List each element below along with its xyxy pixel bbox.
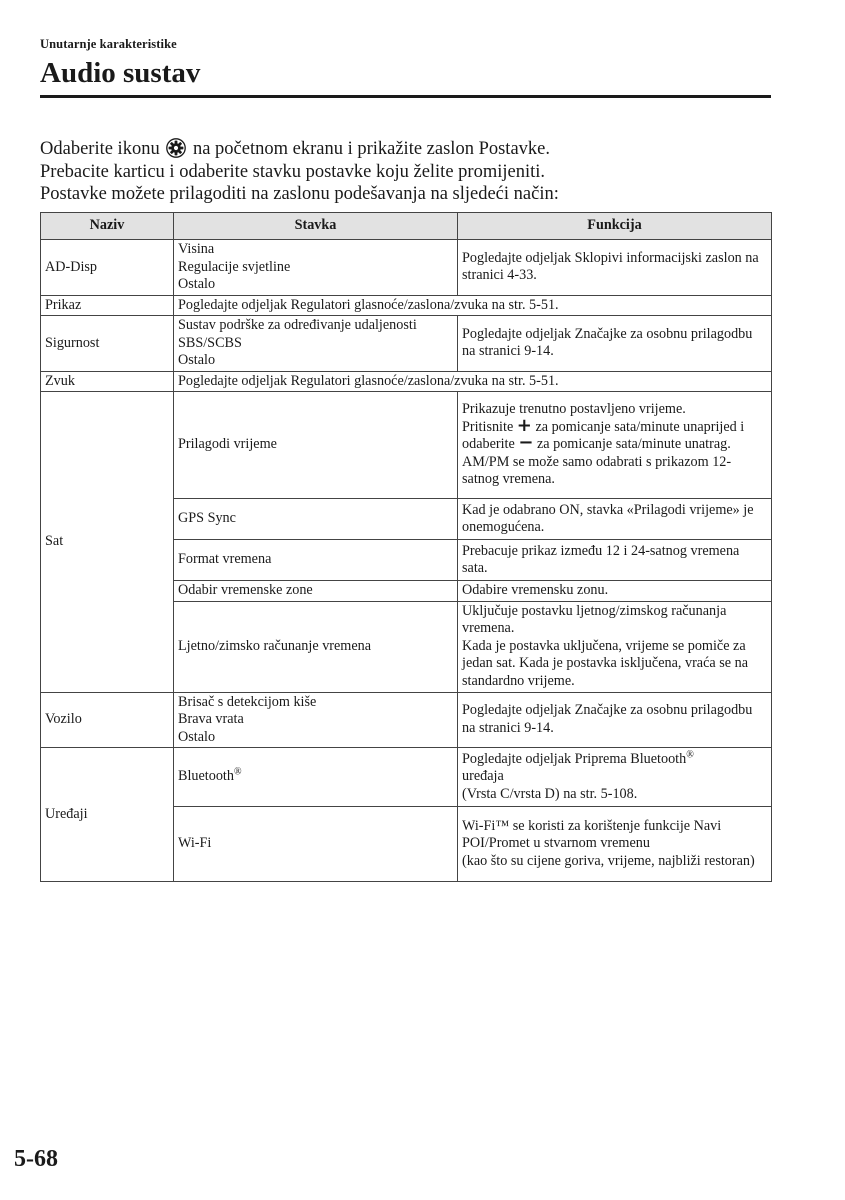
registered-mark: ®: [233, 766, 242, 778]
row-name: Prikaz: [41, 295, 174, 316]
table-row: [41, 748, 772, 807]
header-function: Funkcija: [458, 213, 772, 240]
item-text: Bluetooth: [178, 768, 234, 785]
function-text: Wi-Fi™ se koristi za korištenje funkcije Navi POI/Promet u stvarnom vremenu: [462, 817, 722, 852]
function-text: za pomicanje sata/minute unaprijed i odaberite: [462, 418, 745, 453]
table-row: [41, 295, 772, 316]
function-text: (kao što su cijene goriva, vrijeme, najbliži restoran): [462, 852, 755, 869]
item-text: Ostalo: [178, 276, 216, 292]
page-number: 5-68: [14, 1146, 58, 1172]
table-row: [41, 240, 772, 296]
header-name: Naziv: [41, 213, 174, 240]
row-function: Odabire vremensku zonu.: [458, 581, 772, 602]
row-name: Uređaji: [41, 748, 174, 882]
header-item: Stavka: [174, 213, 458, 240]
plus-icon: +: [516, 414, 532, 436]
intro-line-3: Postavke možete prilagoditi na zaslonu podešavanja na sljedeći način:: [40, 184, 559, 204]
row-function: Prebacuje prikaz između 12 i 24-satnog vremena sata.: [458, 540, 772, 581]
row-item: [174, 748, 458, 807]
function-text: AM/PM se može samo odabrati s prikazom 12-satnog vremena.: [462, 453, 732, 488]
row-function: Pogledajte odjeljak Značajke za osobnu prilagodbu na stranici 9-14.: [458, 692, 772, 748]
function-text: Prikazuje trenutno postavljeno vrijeme.: [462, 401, 686, 418]
section-label: Unutarnje karakteristike: [40, 37, 177, 51]
gear-icon: [166, 138, 186, 158]
item-text: Regulacije svjetline: [178, 258, 291, 275]
row-item: GPS Sync: [174, 499, 458, 540]
intro-line-1-start: Odaberite ikonu: [40, 139, 160, 159]
item-text: Ostalo: [178, 352, 216, 368]
row-items: [174, 692, 458, 748]
table-row: [41, 316, 772, 372]
intro-line-1: [40, 138, 780, 161]
function-text: uređaja: [462, 768, 504, 785]
table-row: [41, 371, 772, 392]
item-text: SBS/SCBS: [178, 334, 242, 351]
intro-line-2: Prebacite karticu i odaberite stavku postavke koju želite promijeniti.: [40, 161, 545, 182]
row-items: [174, 316, 458, 372]
item-text: Sustav podrške za određivanje udaljenosti: [178, 317, 417, 333]
function-text: (Vrsta C/vrsta D) na str. 5-108.: [462, 785, 638, 802]
row-name: Sigurnost: [41, 316, 174, 372]
title-rule: [40, 95, 771, 98]
row-name: AD-Disp: [41, 240, 174, 296]
table-header-row: [41, 213, 772, 240]
row-item: Format vremena: [174, 540, 458, 581]
row-name: Vozilo: [41, 692, 174, 748]
row-item: Wi-Fi: [174, 807, 458, 882]
row-name: Sat: [41, 392, 174, 693]
table-row: [41, 392, 772, 499]
row-function: [458, 748, 772, 807]
item-text: Brisač s detekcijom kiše: [178, 693, 317, 710]
row-function: Pogledajte odjeljak Sklopivi informacijski zaslon na stranici 4-33.: [458, 240, 772, 296]
registered-mark: ®: [686, 749, 694, 761]
row-item: Ljetno/zimsko računanje vremena: [174, 601, 458, 692]
row-function: Kad je odabrano ON, stavka «Prilagodi vrijeme» je onemogućena.: [458, 499, 772, 540]
row-reference: Pogledajte odjeljak Regulatori glasnoće/zaslona/zvuka na str. 5-51.: [174, 295, 772, 316]
row-reference: Pogledajte odjeljak Regulatori glasnoće/zaslona/zvuka na str. 5-51.: [174, 371, 772, 392]
row-item: Odabir vremenske zone: [174, 581, 458, 602]
function-text: za pomicanje sata/minute unatrag.: [536, 436, 731, 453]
row-function: [458, 392, 772, 499]
function-text: Kada je postavka uključena, vrijeme se pomiče za jedan sat. Kada je postavka isključena, vraća se na standardno vrijeme.: [462, 637, 748, 689]
item-text: Visina: [178, 241, 215, 257]
item-text: Brava vrata: [178, 711, 244, 727]
row-item: Prilagodi vrijeme: [174, 392, 458, 499]
function-text: Uključuje postavku ljetnog/zimskog računanja vremena.: [462, 602, 727, 637]
row-function: Pogledajte odjeljak Značajke za osobnu prilagodbu na stranici 9-14.: [458, 316, 772, 372]
settings-table: [40, 212, 772, 882]
minus-icon: −: [518, 432, 534, 454]
row-function: [458, 601, 772, 692]
row-items: [174, 240, 458, 296]
table-row: [41, 692, 772, 748]
function-text: Pogledajte odjeljak Priprema Bluetooth: [462, 750, 687, 767]
function-text: Pritisnite: [462, 418, 514, 435]
intro-line-1-end: na početnom ekranu i prikažite zaslon Postavke.: [192, 139, 550, 159]
item-text: Ostalo: [178, 728, 216, 745]
row-function: [458, 807, 772, 882]
page-title: Audio sustav: [40, 57, 201, 89]
intro-text: [40, 138, 780, 206]
row-name: Zvuk: [41, 371, 174, 392]
